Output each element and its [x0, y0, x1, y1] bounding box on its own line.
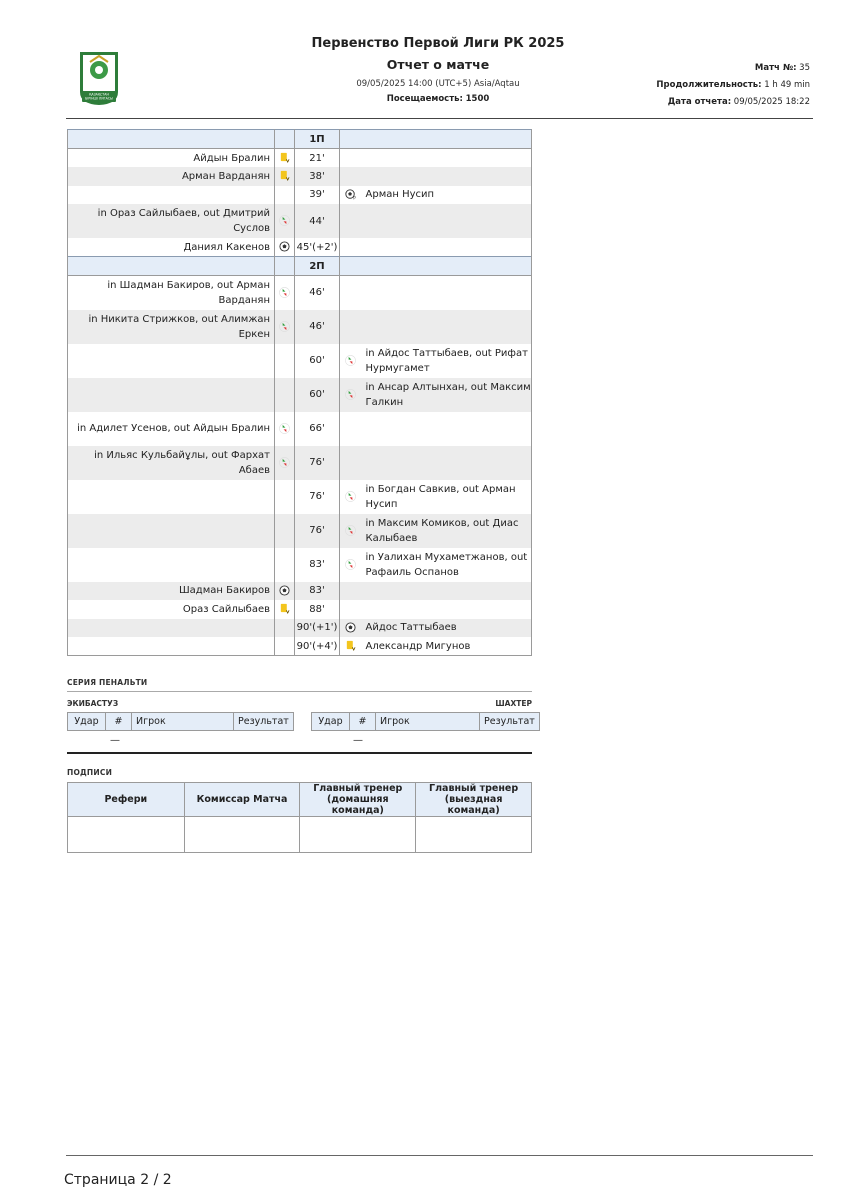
event-row — [68, 548, 532, 582]
home-event-text: Айдын Бралин — [68, 149, 275, 168]
signatures-table — [67, 782, 532, 853]
sign-box-home-coach — [300, 817, 416, 853]
away-icon-cell — [340, 446, 362, 480]
event-row — [68, 238, 532, 257]
away-icon-cell — [340, 548, 362, 582]
home-icon-cell — [275, 149, 295, 168]
goal-icon — [279, 585, 290, 596]
footer-divider — [66, 1155, 813, 1156]
col-result: Результат — [480, 713, 540, 731]
home-icon-cell — [275, 238, 295, 257]
half-home-cell — [68, 130, 275, 149]
event-minute: 90'(+1') — [295, 619, 340, 638]
away-icon-cell — [340, 514, 362, 548]
col-player: Игрок — [132, 713, 234, 731]
report-subtitle: Отчет о матче — [386, 57, 490, 72]
event-row — [68, 378, 532, 412]
away-event-text — [362, 238, 532, 257]
substitution-icon — [345, 389, 356, 400]
event-minute: 21' — [295, 149, 340, 168]
attendance-value: 1500 — [465, 94, 490, 104]
home-icon-cell — [275, 204, 295, 238]
away-icon-cell — [340, 276, 362, 310]
penalty-title: СЕРИЯ ПЕНАЛЬТИ — [67, 678, 148, 687]
substitution-icon — [279, 423, 290, 434]
event-row — [68, 412, 532, 446]
event-minute: 45'(+2') — [295, 238, 340, 257]
away-icon-cell — [340, 186, 362, 205]
home-icon-cell — [275, 167, 295, 186]
tournament-title: Первенство Первой Лиги РК 2025 — [311, 36, 565, 51]
home-event-text — [68, 186, 275, 205]
away-event-text — [362, 600, 532, 619]
substitution-icon — [345, 355, 356, 366]
event-minute: 66' — [295, 412, 340, 446]
home-icon-cell — [275, 276, 295, 310]
away-icon-cell — [340, 204, 362, 238]
away-event-text: in Ансар Алтынхан, out Максим Галкин — [362, 378, 532, 412]
half-home-icon-cell — [275, 130, 295, 149]
home-event-text — [68, 514, 275, 548]
penalty-home-empty: — — [110, 735, 120, 746]
home-event-text — [68, 344, 275, 378]
away-icon-cell — [340, 637, 362, 656]
penalty-away-empty: — — [353, 735, 363, 746]
sign-box-commissioner — [184, 817, 300, 853]
event-minute: 90'(+4') — [295, 637, 340, 656]
away-event-text — [362, 310, 532, 344]
col-shot: Удар — [312, 713, 350, 731]
home-event-text: in Адилет Усенов, out Айдын Бралин — [68, 412, 275, 446]
away-event-text: in Уалихан Мухаметжанов, out Рафаиль Оспанов — [362, 548, 532, 582]
home-icon-cell — [275, 446, 295, 480]
away-event-text: in Богдан Савкив, out Арман Нусип — [362, 480, 532, 514]
sign-box-away-coach — [416, 817, 532, 853]
home-icon-cell — [275, 582, 295, 601]
match-datetime: 09/05/2025 14:00 (UTC+5) Asia/Aqtau — [356, 79, 520, 89]
home-event-text: Шадман Бакиров — [68, 582, 275, 601]
home-event-text — [68, 619, 275, 638]
league-logo — [76, 50, 122, 106]
home-event-text: Ораз Сайлыбаев — [68, 600, 275, 619]
substitution-icon — [279, 457, 290, 468]
sign-away-coach: Главный тренер (выездная команда) — [416, 783, 532, 817]
event-row — [68, 344, 532, 378]
event-minute: 39' — [295, 186, 340, 205]
home-icon-cell — [275, 480, 295, 514]
away-event-text — [362, 276, 532, 310]
event-row — [68, 186, 532, 205]
home-icon-cell — [275, 412, 295, 446]
svg-text:P: P — [353, 195, 356, 200]
svg-text:БІРІНШІ ЛИГАСЫ: БІРІНШІ ЛИГАСЫ — [85, 96, 113, 101]
away-event-text — [362, 446, 532, 480]
event-row — [68, 310, 532, 344]
home-icon-cell — [275, 548, 295, 582]
penalty-away-table — [311, 712, 540, 731]
penalty-divider — [67, 691, 532, 692]
away-icon-cell — [340, 582, 362, 601]
away-event-text: Александр Мигунов — [362, 637, 532, 656]
event-minute: 83' — [295, 548, 340, 582]
event-row — [68, 514, 532, 548]
away-event-text — [362, 149, 532, 168]
match-duration: Продолжительность: 1 h 49 min — [656, 80, 810, 90]
event-minute: 76' — [295, 480, 340, 514]
event-minute: 46' — [295, 276, 340, 310]
col-shot: Удар — [68, 713, 106, 731]
match-number: Матч №: 35 — [754, 63, 810, 73]
away-icon-cell — [340, 149, 362, 168]
substitution-icon — [345, 525, 356, 536]
event-minute: 88' — [295, 600, 340, 619]
away-event-text — [362, 582, 532, 601]
event-row — [68, 149, 532, 168]
svg-text:ҚАЗАҚСТАН: ҚАЗАҚСТАН — [89, 92, 109, 97]
home-icon-cell — [275, 310, 295, 344]
home-event-text: Даниял Какенов — [68, 238, 275, 257]
match-events-table — [67, 129, 532, 656]
home-event-text: in Ораз Сайлыбаев, out Дмитрий Суслов — [68, 204, 275, 238]
header-divider — [66, 118, 813, 119]
event-row — [68, 204, 532, 238]
event-row — [68, 582, 532, 601]
match-meta — [656, 63, 810, 114]
home-icon-cell — [275, 378, 295, 412]
away-icon-cell — [340, 344, 362, 378]
page-number: Страница 2 / 2 — [64, 1172, 172, 1188]
report-header — [240, 36, 636, 105]
home-event-text: in Шадман Бакиров, out Арман Варданян — [68, 276, 275, 310]
home-icon-cell — [275, 514, 295, 548]
away-event-text: Айдос Таттыбаев — [362, 619, 532, 638]
event-row — [68, 446, 532, 480]
half-home-icon-cell — [275, 257, 295, 276]
half-label: 2П — [295, 257, 340, 276]
home-event-text — [68, 637, 275, 656]
half-home-cell — [68, 257, 275, 276]
penalty-home-team: ЭКИБАСТУЗ — [67, 699, 119, 708]
event-minute: 60' — [295, 344, 340, 378]
home-event-text: in Никита Стрижков, out Алимжан Еркен — [68, 310, 275, 344]
event-minute: 38' — [295, 167, 340, 186]
event-minute: 46' — [295, 310, 340, 344]
away-icon-cell — [340, 310, 362, 344]
signatures-title: ПОДПИСИ — [67, 768, 113, 777]
home-event-text — [68, 548, 275, 582]
half-away-icon-cell — [340, 257, 362, 276]
home-icon-cell — [275, 600, 295, 619]
home-icon-cell — [275, 637, 295, 656]
away-icon-cell — [340, 412, 362, 446]
yellow-card-icon — [345, 641, 356, 652]
away-icon-cell — [340, 600, 362, 619]
half-label: 1П — [295, 130, 340, 149]
sign-home-coach: Главный тренер (домашняя команда) — [300, 783, 416, 817]
home-event-text: Арман Варданян — [68, 167, 275, 186]
sign-box-referee — [68, 817, 185, 853]
half-away-icon-cell — [340, 130, 362, 149]
event-minute: 76' — [295, 514, 340, 548]
away-event-text — [362, 167, 532, 186]
away-event-text: in Айдос Таттыбаев, out Рифат Нурмугамет — [362, 344, 532, 378]
event-minute: 44' — [295, 204, 340, 238]
sign-referee: Рефери — [68, 783, 185, 817]
penalty-goal-icon — [345, 189, 356, 200]
home-event-text — [68, 378, 275, 412]
event-row — [68, 167, 532, 186]
home-event-text: in Ильяс Кульбайұлы, out Фархат Абаев — [68, 446, 275, 480]
event-row — [68, 619, 532, 638]
home-icon-cell — [275, 186, 295, 205]
away-event-text — [362, 204, 532, 238]
half-away-cell — [362, 130, 532, 149]
substitution-icon — [279, 321, 290, 332]
col-number: # — [350, 713, 376, 731]
half-away-cell — [362, 257, 532, 276]
away-icon-cell — [340, 238, 362, 257]
goal-icon — [279, 242, 290, 253]
half-header — [68, 257, 532, 276]
away-icon-cell — [340, 167, 362, 186]
away-event-text: in Максим Комиков, out Диас Калыбаев — [362, 514, 532, 548]
event-minute: 60' — [295, 378, 340, 412]
away-event-text — [362, 412, 532, 446]
substitution-icon — [345, 491, 356, 502]
event-row — [68, 637, 532, 656]
event-row — [68, 600, 532, 619]
away-icon-cell — [340, 480, 362, 514]
substitution-icon — [345, 559, 356, 570]
home-icon-cell — [275, 619, 295, 638]
sign-commissioner: Комиссар Матча — [184, 783, 300, 817]
col-player: Игрок — [376, 713, 480, 731]
event-minute: 76' — [295, 446, 340, 480]
col-number: # — [106, 713, 132, 731]
home-icon-cell — [275, 344, 295, 378]
penalty-away-team: ШАХТЕР — [495, 699, 532, 708]
substitution-icon — [279, 216, 290, 227]
penalty-home-table — [67, 712, 294, 731]
penalty-bottom-rule — [67, 752, 532, 754]
yellow-card-icon — [279, 171, 290, 182]
event-row — [68, 276, 532, 310]
event-minute: 83' — [295, 582, 340, 601]
col-result: Результат — [234, 713, 294, 731]
away-icon-cell — [340, 378, 362, 412]
away-event-text: Арман Нусип — [362, 186, 532, 205]
yellow-card-icon — [279, 604, 290, 615]
goal-icon — [345, 622, 356, 633]
event-row — [68, 480, 532, 514]
home-event-text — [68, 480, 275, 514]
yellow-card-icon — [279, 153, 290, 164]
substitution-icon — [279, 287, 290, 298]
attendance: Посещаемость: 1500 — [386, 94, 490, 104]
away-icon-cell — [340, 619, 362, 638]
report-date: Дата отчета: 09/05/2025 18:22 — [667, 97, 810, 107]
half-header — [68, 130, 532, 149]
